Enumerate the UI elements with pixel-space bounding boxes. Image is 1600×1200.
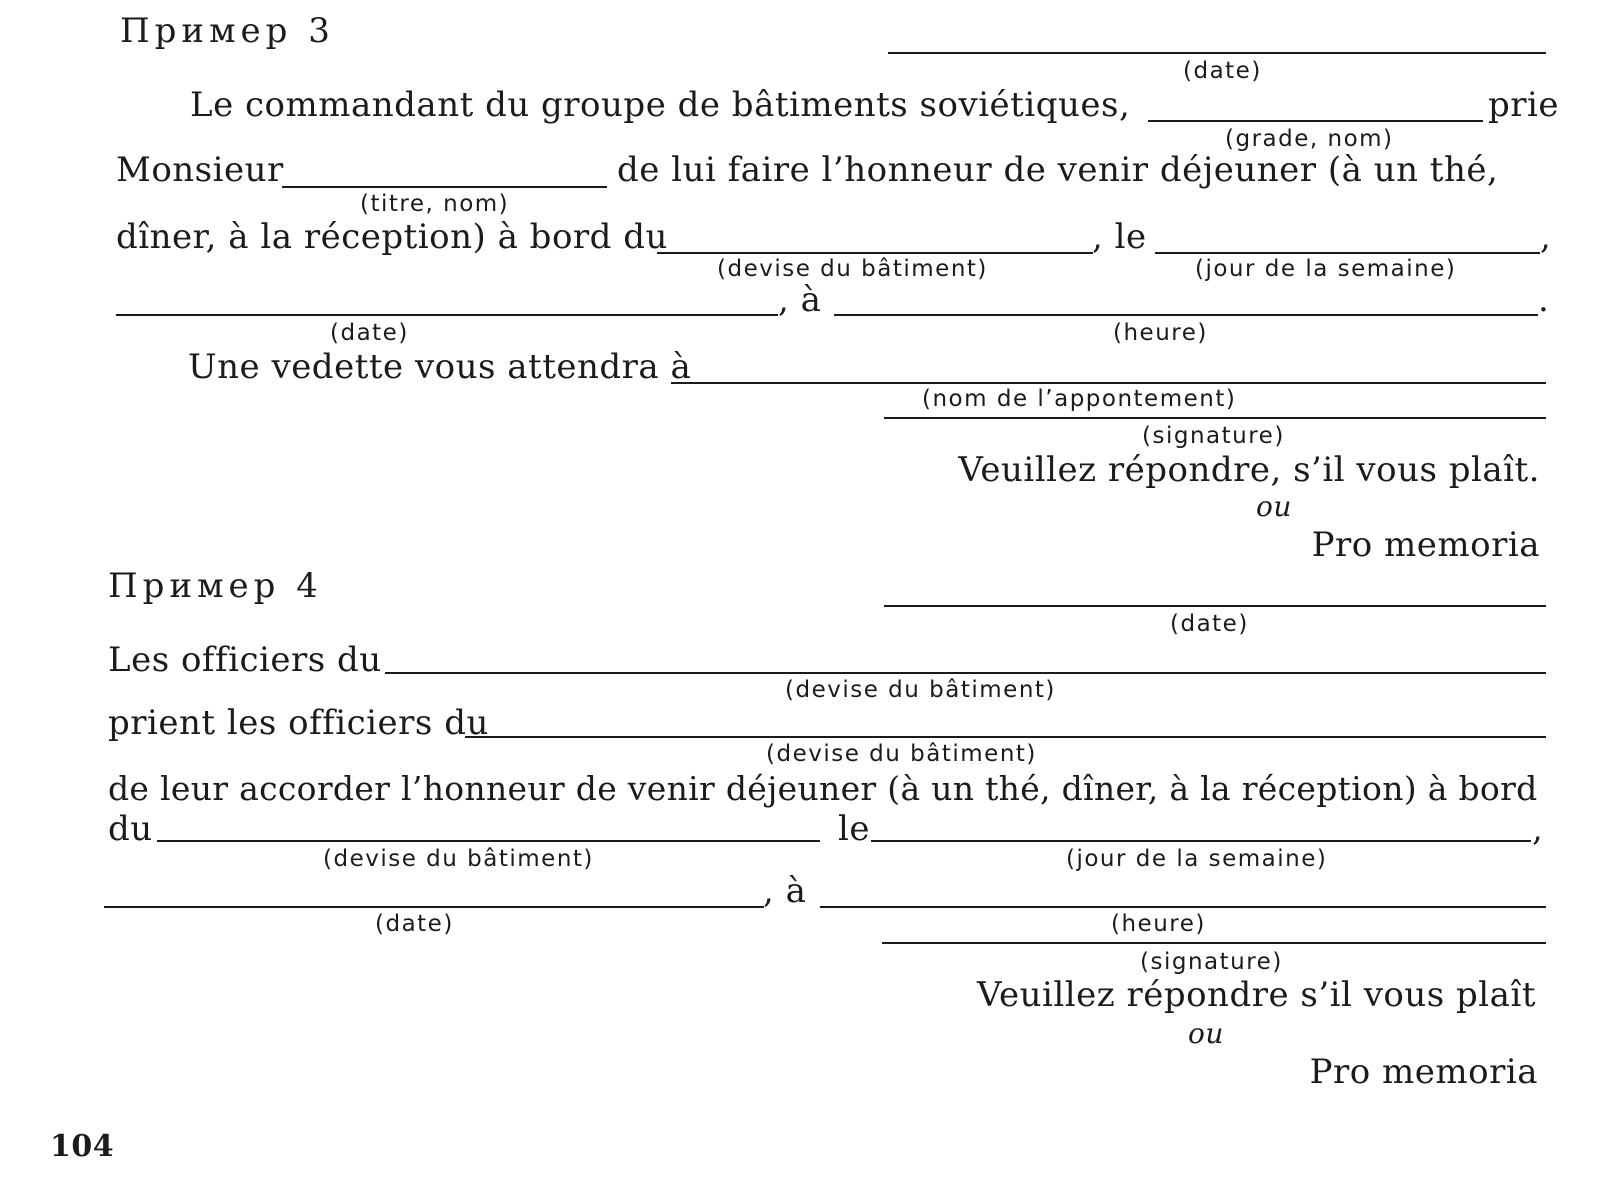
line3-text: dîner, à la réception) à bord du xyxy=(116,217,668,257)
line1-text: Le commandant du groupe de bâtiments soviétiques, xyxy=(190,85,1131,125)
jour-caption: (jour de la semaine) xyxy=(1066,846,1328,872)
comma: , xyxy=(1540,217,1552,257)
date2-caption: (date) xyxy=(330,320,409,346)
comma: , xyxy=(1532,809,1544,849)
grade-blank xyxy=(1148,120,1483,122)
date2-blank xyxy=(116,314,778,316)
page-number: 104 xyxy=(50,1129,115,1164)
a-word: , à xyxy=(763,871,807,911)
date2-caption: (date) xyxy=(375,911,454,937)
date-blank xyxy=(884,605,1546,607)
heure-caption: (heure) xyxy=(1111,911,1206,937)
example4-heading: Пример 4 xyxy=(108,566,323,606)
signature-caption: (signature) xyxy=(1140,949,1283,975)
grade-caption: (grade, nom) xyxy=(1225,126,1394,152)
rsvp: Veuillez répondre, s’il vous plaît. xyxy=(958,450,1540,490)
date-blank xyxy=(888,52,1546,54)
period: . xyxy=(1538,280,1550,320)
line4-start: du xyxy=(108,809,153,849)
devise-caption: (devise du bâtiment) xyxy=(717,256,988,282)
titre-caption: (titre, nom) xyxy=(360,191,510,217)
devise-blank xyxy=(465,736,1546,738)
line1-end: prie xyxy=(1488,85,1560,125)
date2-blank xyxy=(104,906,764,908)
devise-blank xyxy=(657,252,1093,254)
devise-blank xyxy=(157,840,820,842)
jour-caption: (jour de la semaine) xyxy=(1195,256,1457,282)
line2-text: prient les officiers du xyxy=(108,703,489,743)
vedette-text: Une vedette vous attendra à xyxy=(188,347,692,387)
example3-heading: Пример 3 xyxy=(120,11,335,51)
signature-caption: (signature) xyxy=(1142,423,1285,449)
date-caption: (date) xyxy=(1183,58,1262,84)
rsvp: Veuillez répondre s’il vous plaît xyxy=(977,975,1536,1015)
ou: ou xyxy=(1188,1017,1224,1050)
signature-blank xyxy=(882,942,1546,944)
a-word: , à xyxy=(778,280,822,320)
titre-blank xyxy=(282,186,607,188)
heure-blank xyxy=(834,314,1538,316)
pro-memoria: Pro memoria xyxy=(1309,1052,1538,1092)
line2-text: de lui faire l’honneur de venir déjeuner (à un thé, xyxy=(617,150,1499,190)
appontement-blank xyxy=(671,382,1546,384)
date-caption: (date) xyxy=(1170,611,1249,637)
appontement-caption: (nom de l’appontement) xyxy=(922,386,1237,412)
le-word: le xyxy=(838,809,870,849)
jour-blank xyxy=(871,840,1531,842)
pro-memoria: Pro memoria xyxy=(1311,525,1540,565)
signature-blank xyxy=(884,417,1546,419)
le-word: , le xyxy=(1092,217,1147,257)
line3-text: de leur accorder l’honneur de venir déjeuner (à un thé, dîner, à la réception) à bord xyxy=(108,769,1538,808)
devise-blank xyxy=(385,672,1546,674)
heure-blank xyxy=(820,906,1546,908)
ou: ou xyxy=(1256,490,1292,523)
line2-start: Monsieur xyxy=(116,150,284,190)
line1-text: Les officiers du xyxy=(108,640,382,680)
heure-caption: (heure) xyxy=(1113,320,1208,346)
devise-caption: (devise du bâtiment) xyxy=(323,846,594,872)
devise-caption: (devise du bâtiment) xyxy=(785,677,1056,703)
jour-blank xyxy=(1155,252,1540,254)
devise-caption: (devise du bâtiment) xyxy=(766,741,1037,767)
